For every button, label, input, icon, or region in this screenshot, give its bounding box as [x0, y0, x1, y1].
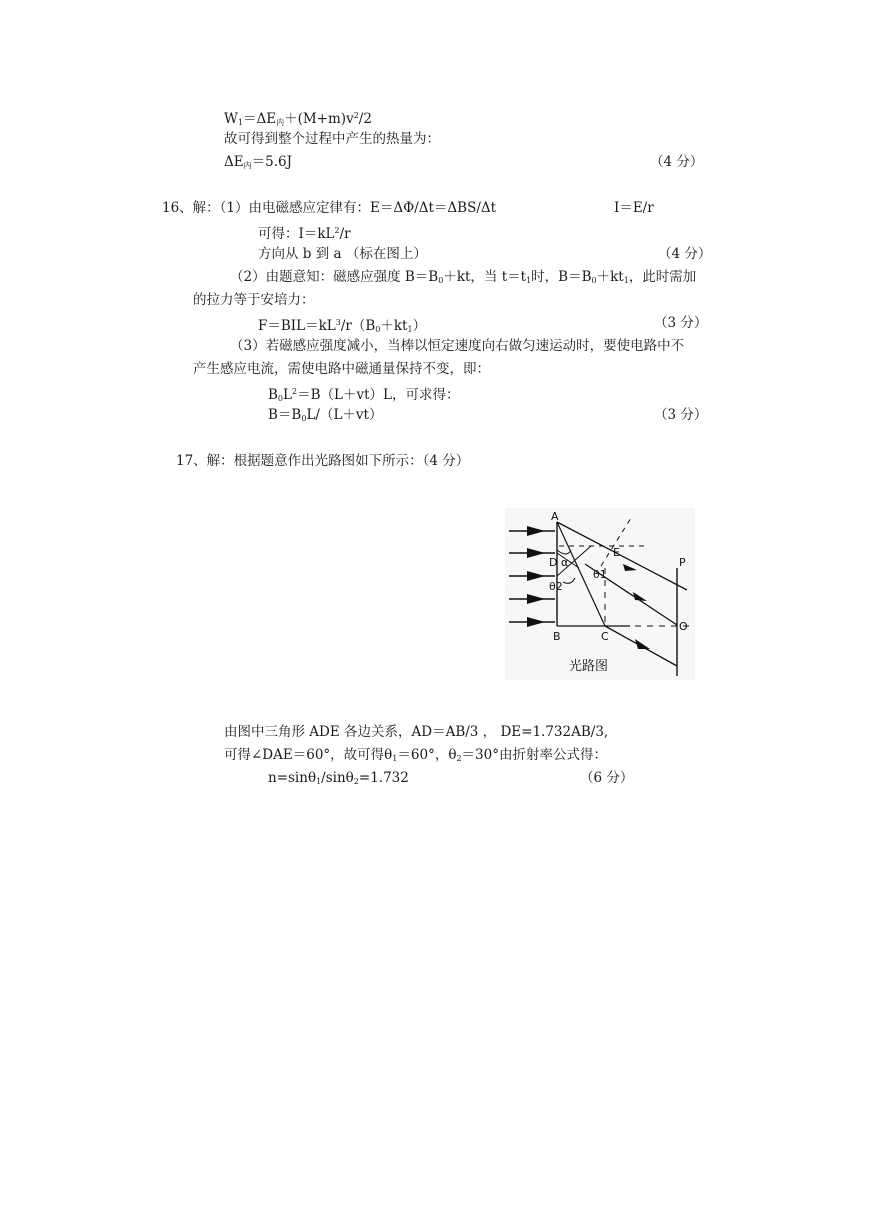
score-15: （4 分） — [650, 154, 704, 170]
angle-arc — [557, 550, 571, 554]
arrowhead — [635, 639, 650, 649]
label-d: D — [549, 556, 558, 569]
diagram-caption: 光路图 — [569, 659, 609, 674]
triangle-relation: 由图中三角形 ADE 各边关系，AD＝AB/3 ， DE=1.732AB/3, — [224, 724, 609, 740]
exit-ray — [557, 522, 687, 590]
equation-i-result: 可得：$I=kL^2/r$ — [258, 226, 351, 242]
label-theta1: θ1 — [593, 568, 607, 581]
arrowhead — [633, 592, 647, 601]
arrowhead — [527, 571, 545, 581]
score-16-3: （3 分） — [654, 407, 708, 423]
equation-flux: $B_0L^2=B(L+vt)L$，可求得： — [268, 387, 460, 403]
part2-statement: （2）由题意知：磁感应强度 $B=B_0+kt$，当 $t=t_1$时，$B=B_0+kt_1$，此时需加 — [230, 269, 697, 285]
arrowhead — [527, 617, 545, 627]
current-direction: 方向从 b 到 a （标在图上） — [258, 246, 427, 262]
part3-continuation: 产生感应电流，需使电路中磁通量保持不变，即： — [193, 361, 490, 377]
label-b: B — [553, 630, 561, 643]
equation-b-result: $B=B_0L/(L+vt)$ — [268, 407, 383, 423]
score-16-2: （3 分） — [654, 315, 708, 331]
arrowhead — [623, 564, 637, 571]
equation-w1: $W_1=\Delta E_内+(M+m)v^2/2$ — [224, 111, 372, 127]
label-alpha: α — [561, 556, 569, 569]
equation-refractive-index: n=sinθ$_1$/sinθ$_2$=1.732 — [268, 770, 409, 786]
equation-heat: $\Delta E_内=5.6J$ — [224, 154, 292, 170]
arrowhead — [527, 526, 545, 536]
score-17: （6 分） — [580, 770, 634, 786]
equation-force: $F=BIL=kL^3/r(B_0+kt_1)$ — [258, 318, 427, 334]
part2-continuation: 的拉力等于安培力： — [193, 292, 315, 308]
angle-result: 可得∠DAE＝60°，故可得$\theta_1=60^\circ$，$\theta_2=30^\circ$由折射率公式得： — [224, 747, 607, 763]
label-c: C — [601, 630, 609, 643]
arrowhead — [527, 548, 545, 558]
problem-16-heading: 16、解：（1）由电磁感应定律有：E＝ΔΦ/Δt＝ΔBS/Δt — [162, 200, 497, 216]
label-e: E — [613, 546, 620, 559]
heat-statement: 故可得到整个过程中产生的热量为： — [224, 131, 440, 147]
label-theta2: θ2 — [549, 580, 563, 593]
angle-arc — [563, 578, 575, 583]
score-16-1: （4 分） — [658, 246, 712, 262]
light-path-diagram — [505, 508, 695, 680]
equation-current: I＝E/r — [614, 200, 654, 216]
problem-17-heading: 17、解：根据题意作出光路图如下所示：（4 分） — [176, 453, 470, 469]
label-o: O — [679, 620, 688, 633]
arrowhead — [527, 594, 545, 604]
label-p: P — [679, 556, 686, 569]
label-a: A — [551, 510, 559, 523]
part3-statement: （3）若磁感应强度减小，当棒以恒定速度向右做匀速运动时，要使电路中不 — [230, 338, 685, 354]
